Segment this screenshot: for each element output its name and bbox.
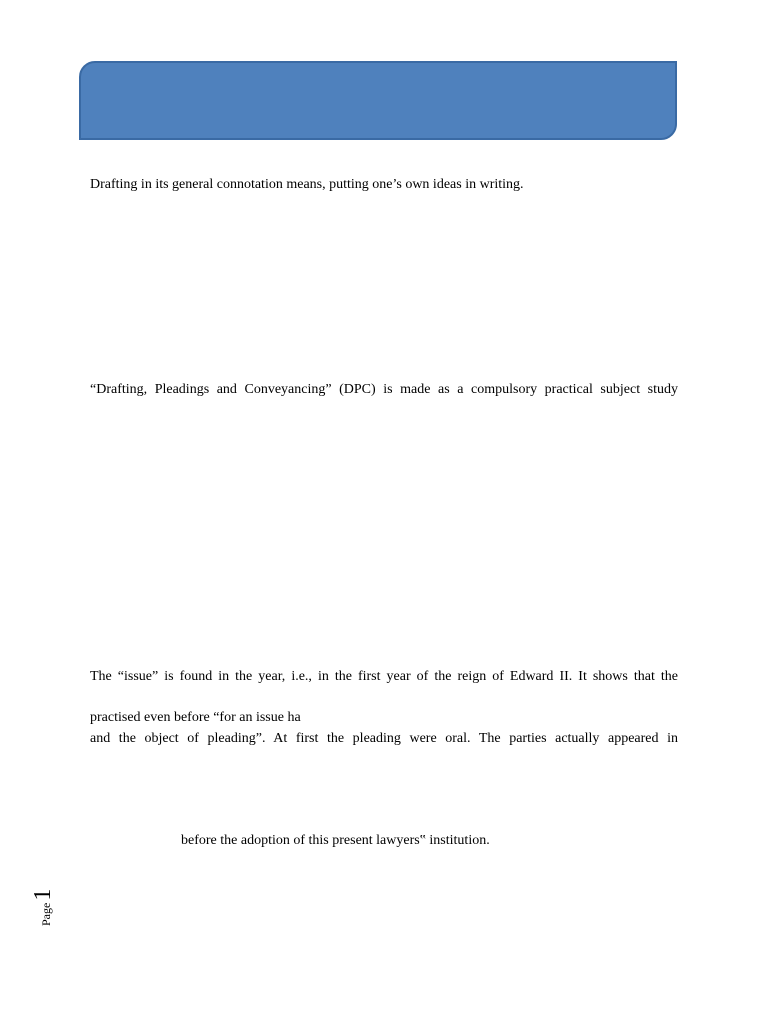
page-number-marker <box>30 878 70 930</box>
header-banner <box>79 61 677 140</box>
paragraph-line-5: and the object of pleading”. At first the pleading were oral. The parties actually appeared in <box>90 731 678 746</box>
page-label: Page <box>39 902 53 926</box>
paragraph-line-4: practised even before “for an issue ha <box>90 710 301 725</box>
paragraph-line-6: before the adoption of this present lawyers‟ institution. <box>181 833 490 848</box>
paragraph-line-1: Drafting in its general connotation means, putting one’s own ideas in writing. <box>90 177 524 192</box>
paragraph-line-3: The “issue” is found in the year, i.e., in the first year of the reign of Edward II. It shows that the <box>90 669 678 684</box>
page-number: 1 <box>30 888 56 901</box>
paragraph-line-2: “Drafting, Pleadings and Conveyancing” (DPC) is made as a compulsory practical subject study <box>90 382 678 397</box>
